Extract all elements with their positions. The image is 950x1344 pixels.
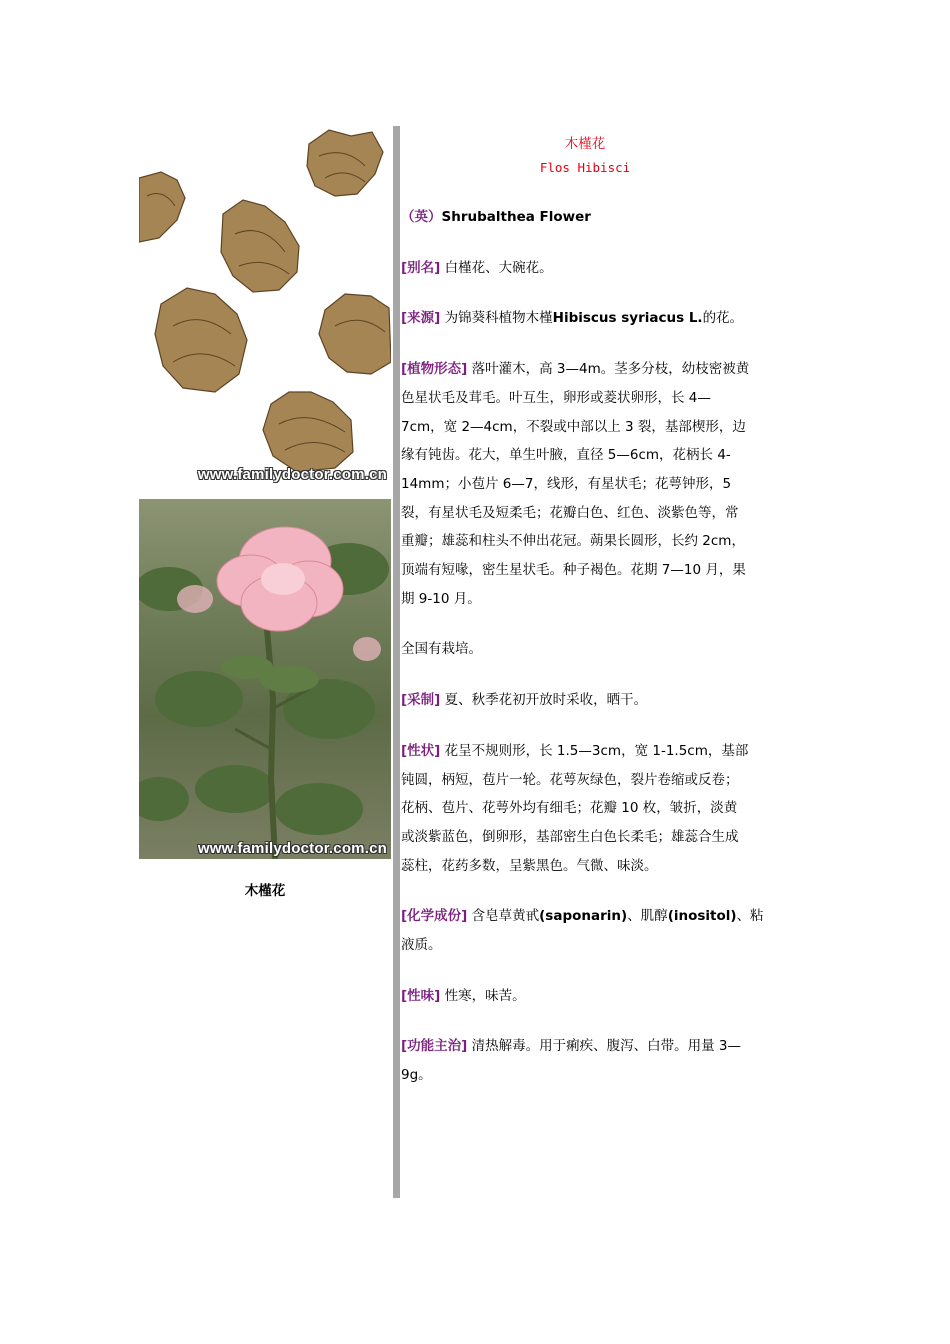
alias-tag: [别名] bbox=[401, 259, 441, 276]
morphology-line: 14mm；小苞片 6—7，线形，有星状毛；花萼钟形，5 bbox=[401, 475, 732, 492]
morphology-line: 裂，有星状毛及短柔毛；花瓣白色、红色、淡紫色等，常 bbox=[401, 504, 739, 521]
nature-text: 性寒，味苦。 bbox=[444, 987, 526, 1004]
fresh-flower-illustration bbox=[139, 499, 391, 859]
dried-flower-photo bbox=[139, 126, 391, 485]
morphology-line: 顶端有短喙，密生星状毛。种子褐色。花期 7—10 月，果 bbox=[401, 562, 746, 579]
source-tag: [来源] bbox=[401, 310, 441, 327]
function-line-1: 清热解毒。用于痢疾、腹泻、白带。用量 3— bbox=[471, 1038, 742, 1055]
chemistry-compound-2: (inositol) bbox=[667, 908, 737, 925]
distribution-text: 全国有栽培。 bbox=[401, 641, 482, 658]
harvest-tag: [采制] bbox=[401, 692, 441, 709]
english-name-line bbox=[401, 203, 769, 232]
source-text-b: 的花。 bbox=[702, 310, 744, 327]
traits-tag: [性状] bbox=[401, 742, 441, 759]
dried-flower-illustration bbox=[139, 126, 391, 485]
image-watermark: www.familydoctor.com.cn bbox=[197, 466, 387, 483]
morphology-line: 落叶灌木，高 3—4m。茎多分枝，幼枝密被黄 bbox=[471, 361, 750, 378]
traits-line: 花呈不规则形，长 1.5—3cm，宽 1-1.5cm，基部 bbox=[444, 742, 749, 759]
morphology-line: 期 9-10 月。 bbox=[401, 590, 481, 607]
source-text-a: 为锦葵科植物木槿 bbox=[444, 310, 553, 327]
function-section bbox=[401, 1032, 769, 1089]
alias-text: 白槿花、大碗花。 bbox=[444, 259, 553, 276]
harvest-text: 夏、秋季花初开放时采收，晒干。 bbox=[444, 692, 648, 709]
chemistry-section bbox=[401, 902, 769, 959]
nature-tag: [性味] bbox=[401, 987, 441, 1004]
chemistry-text-3: 、粘 bbox=[736, 908, 764, 925]
entry-content bbox=[401, 126, 769, 1090]
function-tag: [功能主治] bbox=[401, 1038, 468, 1055]
traits-line: 花柄、苞片、花萼外均有细毛；花瓣 10 枚，皱折，淡黄 bbox=[401, 800, 738, 817]
english-name: Shrubalthea Flower bbox=[441, 209, 591, 225]
chemistry-text-2: 、肌醇 bbox=[627, 908, 668, 925]
left-image-column bbox=[139, 126, 391, 899]
chemistry-text-1: 含皂草黄甙 bbox=[471, 908, 540, 925]
fresh-flower-photo bbox=[139, 499, 391, 859]
traits-line: 或淡紫蓝色，倒卵形，基部密生白色长柔毛；雄蕊合生成 bbox=[401, 828, 739, 845]
distribution-section bbox=[401, 635, 769, 664]
chemistry-line-2: 液质。 bbox=[401, 937, 442, 954]
morphology-line: 色星状毛及茸毛。叶互生，卵形或菱状卵形，长 4— bbox=[401, 389, 711, 406]
morphology-section bbox=[401, 355, 769, 613]
chemistry-tag: [化学成份] bbox=[401, 908, 468, 925]
alias-section bbox=[401, 254, 769, 283]
image-watermark: www.familydoctor.com.cn bbox=[197, 840, 387, 857]
morphology-tag: [植物形态] bbox=[401, 361, 468, 378]
chemistry-compound-1: (saponarin) bbox=[539, 908, 628, 925]
function-line-2: 9g。 bbox=[401, 1067, 432, 1084]
harvest-section bbox=[401, 686, 769, 715]
morphology-line: 缘有钝齿。花大，单生叶腋，直径 5—6cm，花柄长 4- bbox=[401, 447, 731, 464]
nature-section bbox=[401, 982, 769, 1011]
image-caption: 木槿花 bbox=[244, 883, 286, 899]
traits-section bbox=[401, 737, 769, 881]
source-latin: Hibiscus syriacus L. bbox=[552, 310, 703, 327]
entry-title: 木槿花 bbox=[564, 136, 606, 152]
traits-line: 钝圆，柄短，苞片一轮。花萼灰绿色，裂片卷缩或反卷； bbox=[401, 771, 739, 788]
source-section bbox=[401, 304, 769, 333]
traits-line: 蕊柱，花药多数，呈紫黑色。气微、味淡。 bbox=[401, 857, 658, 874]
entry-latin-title: Flos Hibisci bbox=[539, 160, 631, 175]
morphology-line: 7cm，宽 2—4cm，不裂或中部以上 3 裂，基部楔形，边 bbox=[401, 418, 746, 435]
vertical-divider bbox=[393, 126, 400, 1198]
morphology-line: 重瓣；雄蕊和柱头不伸出花冠。蒴果长圆形，长约 2cm， bbox=[401, 533, 745, 550]
english-tag: （英） bbox=[401, 209, 442, 225]
